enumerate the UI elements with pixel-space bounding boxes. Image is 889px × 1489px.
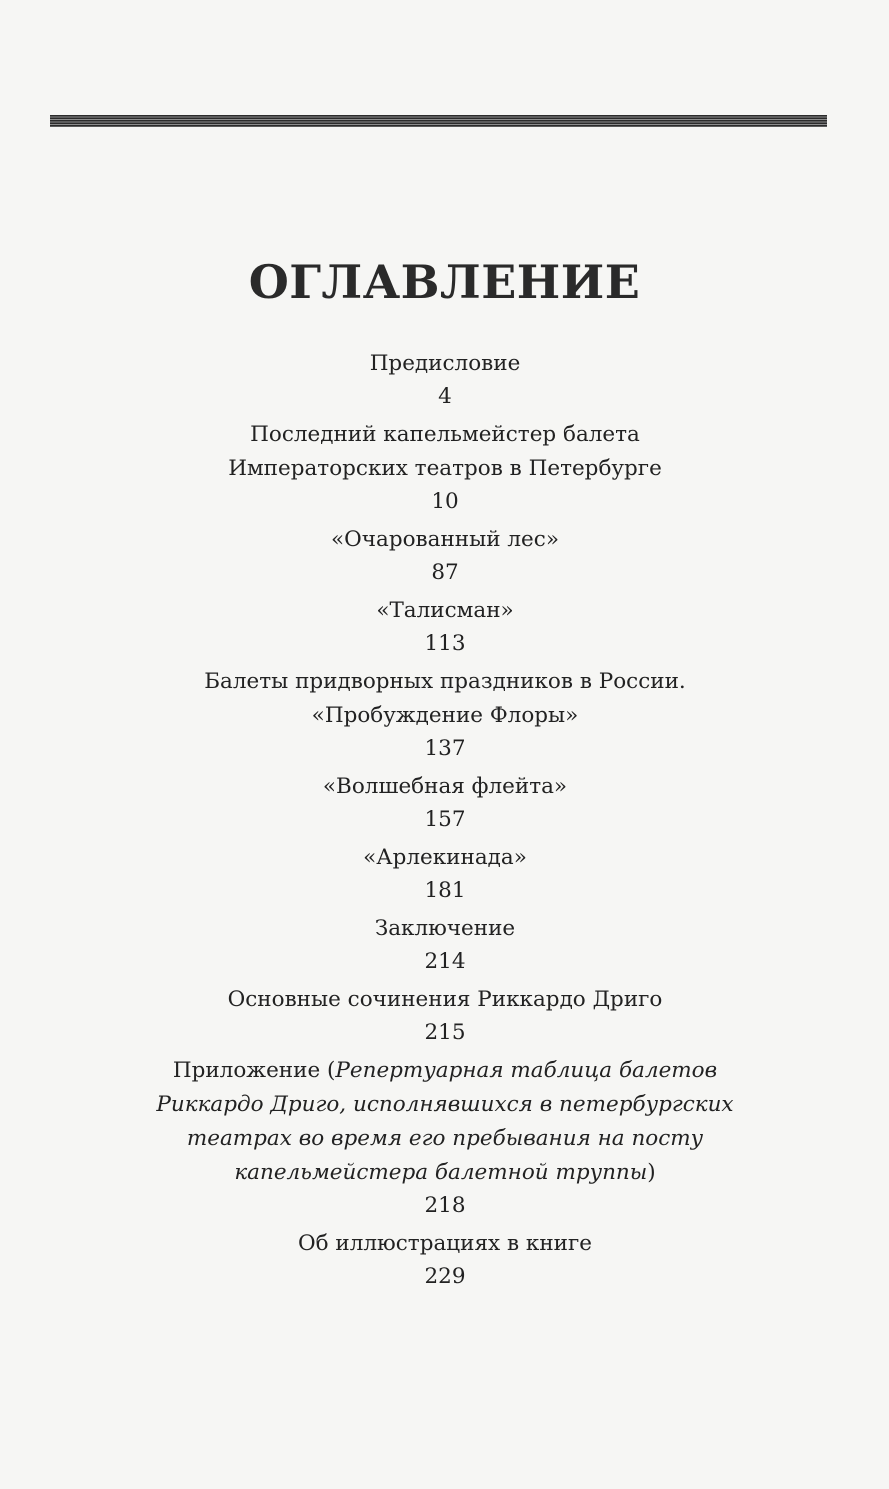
toc-entry-title: Заключение: [374, 916, 516, 941]
toc-entry[interactable]: [60, 841, 830, 907]
toc-entry-title: Императорских театров в Петербурге: [228, 456, 662, 481]
toc-entry[interactable]: [60, 770, 830, 836]
header-rule: [50, 115, 827, 127]
toc-entry-page: 87: [431, 560, 459, 585]
toc-entry-page: 157: [424, 807, 466, 832]
toc-entry-appendix[interactable]: [60, 1054, 830, 1222]
toc-entry[interactable]: [60, 983, 830, 1049]
toc-entry-page: 214: [424, 949, 466, 974]
toc-entry-title: Балеты придворных праздников в России.: [204, 669, 686, 694]
toc-entry-title: «Талисман»: [376, 598, 514, 623]
toc-entry[interactable]: [60, 1227, 830, 1293]
toc-entry-page: 218: [424, 1193, 466, 1218]
toc-entry-title: Предисловие: [369, 351, 521, 376]
appendix-subtitle: театрах во время его пребывания на посту: [186, 1126, 704, 1151]
table-of-contents: [60, 347, 830, 1293]
toc-entry-title: [60, 1054, 830, 1088]
toc-entry[interactable]: [60, 523, 830, 589]
toc-entry-title: Последний капельмейстер балета: [250, 422, 640, 447]
toc-entry-title: «Волшебная флейта»: [322, 774, 568, 799]
toc-entry-page: 181: [424, 878, 466, 903]
toc-entry-title: «Очарованный лес»: [331, 527, 559, 552]
toc-entry-title: [60, 1156, 830, 1190]
appendix-subtitle: капельмейстера балетной труппы: [234, 1160, 648, 1185]
toc-entry-title: «Арлекинада»: [363, 845, 527, 870]
toc-entry-page: 113: [424, 631, 466, 656]
page-title: ОГЛАВЛЕНИЕ: [248, 254, 641, 309]
toc-entry[interactable]: [60, 347, 830, 413]
toc-entry-page: 4: [438, 384, 452, 409]
toc-entry[interactable]: [60, 594, 830, 660]
toc-entry[interactable]: [60, 418, 830, 518]
toc-entry[interactable]: [60, 665, 830, 765]
toc-entry-page: 10: [431, 489, 459, 514]
toc-entry-page: 137: [424, 736, 466, 761]
appendix-subtitle: Репертуарная таблица балетов: [335, 1058, 718, 1083]
appendix-suffix: ): [647, 1160, 656, 1185]
appendix-prefix: Приложение (: [172, 1058, 336, 1083]
toc-entry-page: 215: [424, 1020, 466, 1045]
toc-entry-title: Об иллюстрациях в книге: [298, 1231, 592, 1256]
toc-entry-title: «Пробуждение Флоры»: [311, 703, 579, 728]
toc-entry-title: Основные сочинения Риккардо Дриго: [227, 987, 663, 1012]
appendix-subtitle: Риккардо Дриго, исполнявшихся в петербургских: [156, 1092, 734, 1117]
toc-entry-page: 229: [424, 1264, 466, 1289]
toc-entry[interactable]: [60, 912, 830, 978]
